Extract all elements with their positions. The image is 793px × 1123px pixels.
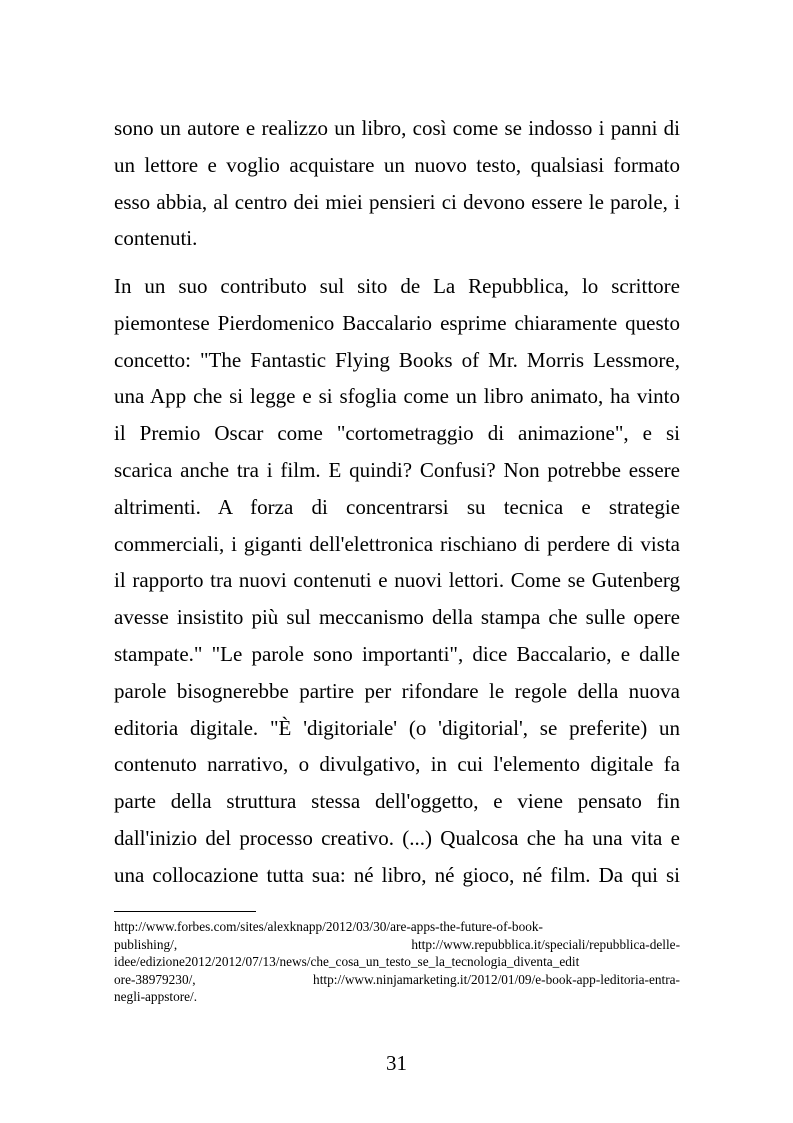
text-line: sono un autore e realizzo un libro, così come se indosso i panni di — [114, 116, 680, 140]
text-line: esso abbia, al centro dei miei pensieri ci devono essere le parole, i — [114, 189, 680, 214]
text-line: una App che si legge e si sfoglia come un libro animato, ha vinto — [114, 384, 680, 409]
footnote — [114, 918, 680, 1006]
text-line: parole bisognerebbe partire per rifondare le regole della nuova — [114, 678, 680, 703]
footnote-line: idee/edizione2012/2012/07/13/news/che_cosa_un_testo_se_la_tecnologia_diventa_edit — [114, 954, 580, 969]
text-line: editoria digitale. "È 'digitoriale' (o 'digitorial', se preferite) un — [114, 715, 680, 740]
text-line: parte della struttura stessa dell'oggetto, e viene pensato fin — [114, 789, 680, 814]
text-line: commerciali, i giganti dell'elettronica rischiano di perdere di vista — [114, 531, 680, 556]
text-line: In un suo contributo sul sito de La Repubblica, lo scrittore — [114, 274, 680, 298]
text-line: il Premio Oscar come "cortometraggio di animazione", e si — [114, 421, 680, 446]
text-line: il rapporto tra nuovi contenuti e nuovi lettori. Come se Gutenberg — [114, 568, 680, 593]
text-line: contenuto narrativo, o divulgativo, in cui l'elemento digitale fa — [114, 752, 680, 777]
page-number: 31 — [386, 1051, 407, 1075]
text-line: piemontese Pierdomenico Baccalario esprime chiaramente questo — [114, 310, 680, 335]
text-line: dall'inizio del processo creativo. (...) Qualcosa che ha una vita e — [114, 825, 680, 850]
text-line: un lettore e voglio acquistare un nuovo testo, qualsiasi formato — [114, 152, 680, 177]
body-paragraph-2 — [114, 268, 680, 894]
footnote-line: negli-appstore/. — [114, 989, 198, 1004]
body-paragraph-1 — [114, 110, 680, 257]
footnote-line: ore-38979230/, http://www.ninjamarketing.it/2012/01/09/e-book-app-leditoria-entra- — [114, 971, 680, 987]
footnote-line: publishing/, http://www.repubblica.it/speciali/repubblica-delle- — [114, 936, 680, 952]
text-line: concetto: "The Fantastic Flying Books of Mr. Morris Lessmore, — [114, 347, 680, 372]
text-line: contenuti. — [114, 226, 198, 251]
text-line: avesse insistito più sul meccanismo della stampa che sulle opere — [114, 605, 680, 630]
text-line: stampate." "Le parole sono importanti", dice Baccalario, e dalle — [114, 641, 680, 666]
text-line: una collocazione tutta sua: né libro, né gioco, né film. Da qui si — [114, 862, 680, 887]
text-line: scarica anche tra i film. E quindi? Confusi? Non potrebbe essere — [114, 457, 680, 482]
text-line: altrimenti. A forza di concentrarsi su tecnica e strategie — [114, 494, 680, 519]
footnote-separator — [114, 911, 256, 912]
footnote-line: http://www.forbes.com/sites/alexknapp/2012/03/30/are-apps-the-future-of-book- — [114, 919, 543, 934]
